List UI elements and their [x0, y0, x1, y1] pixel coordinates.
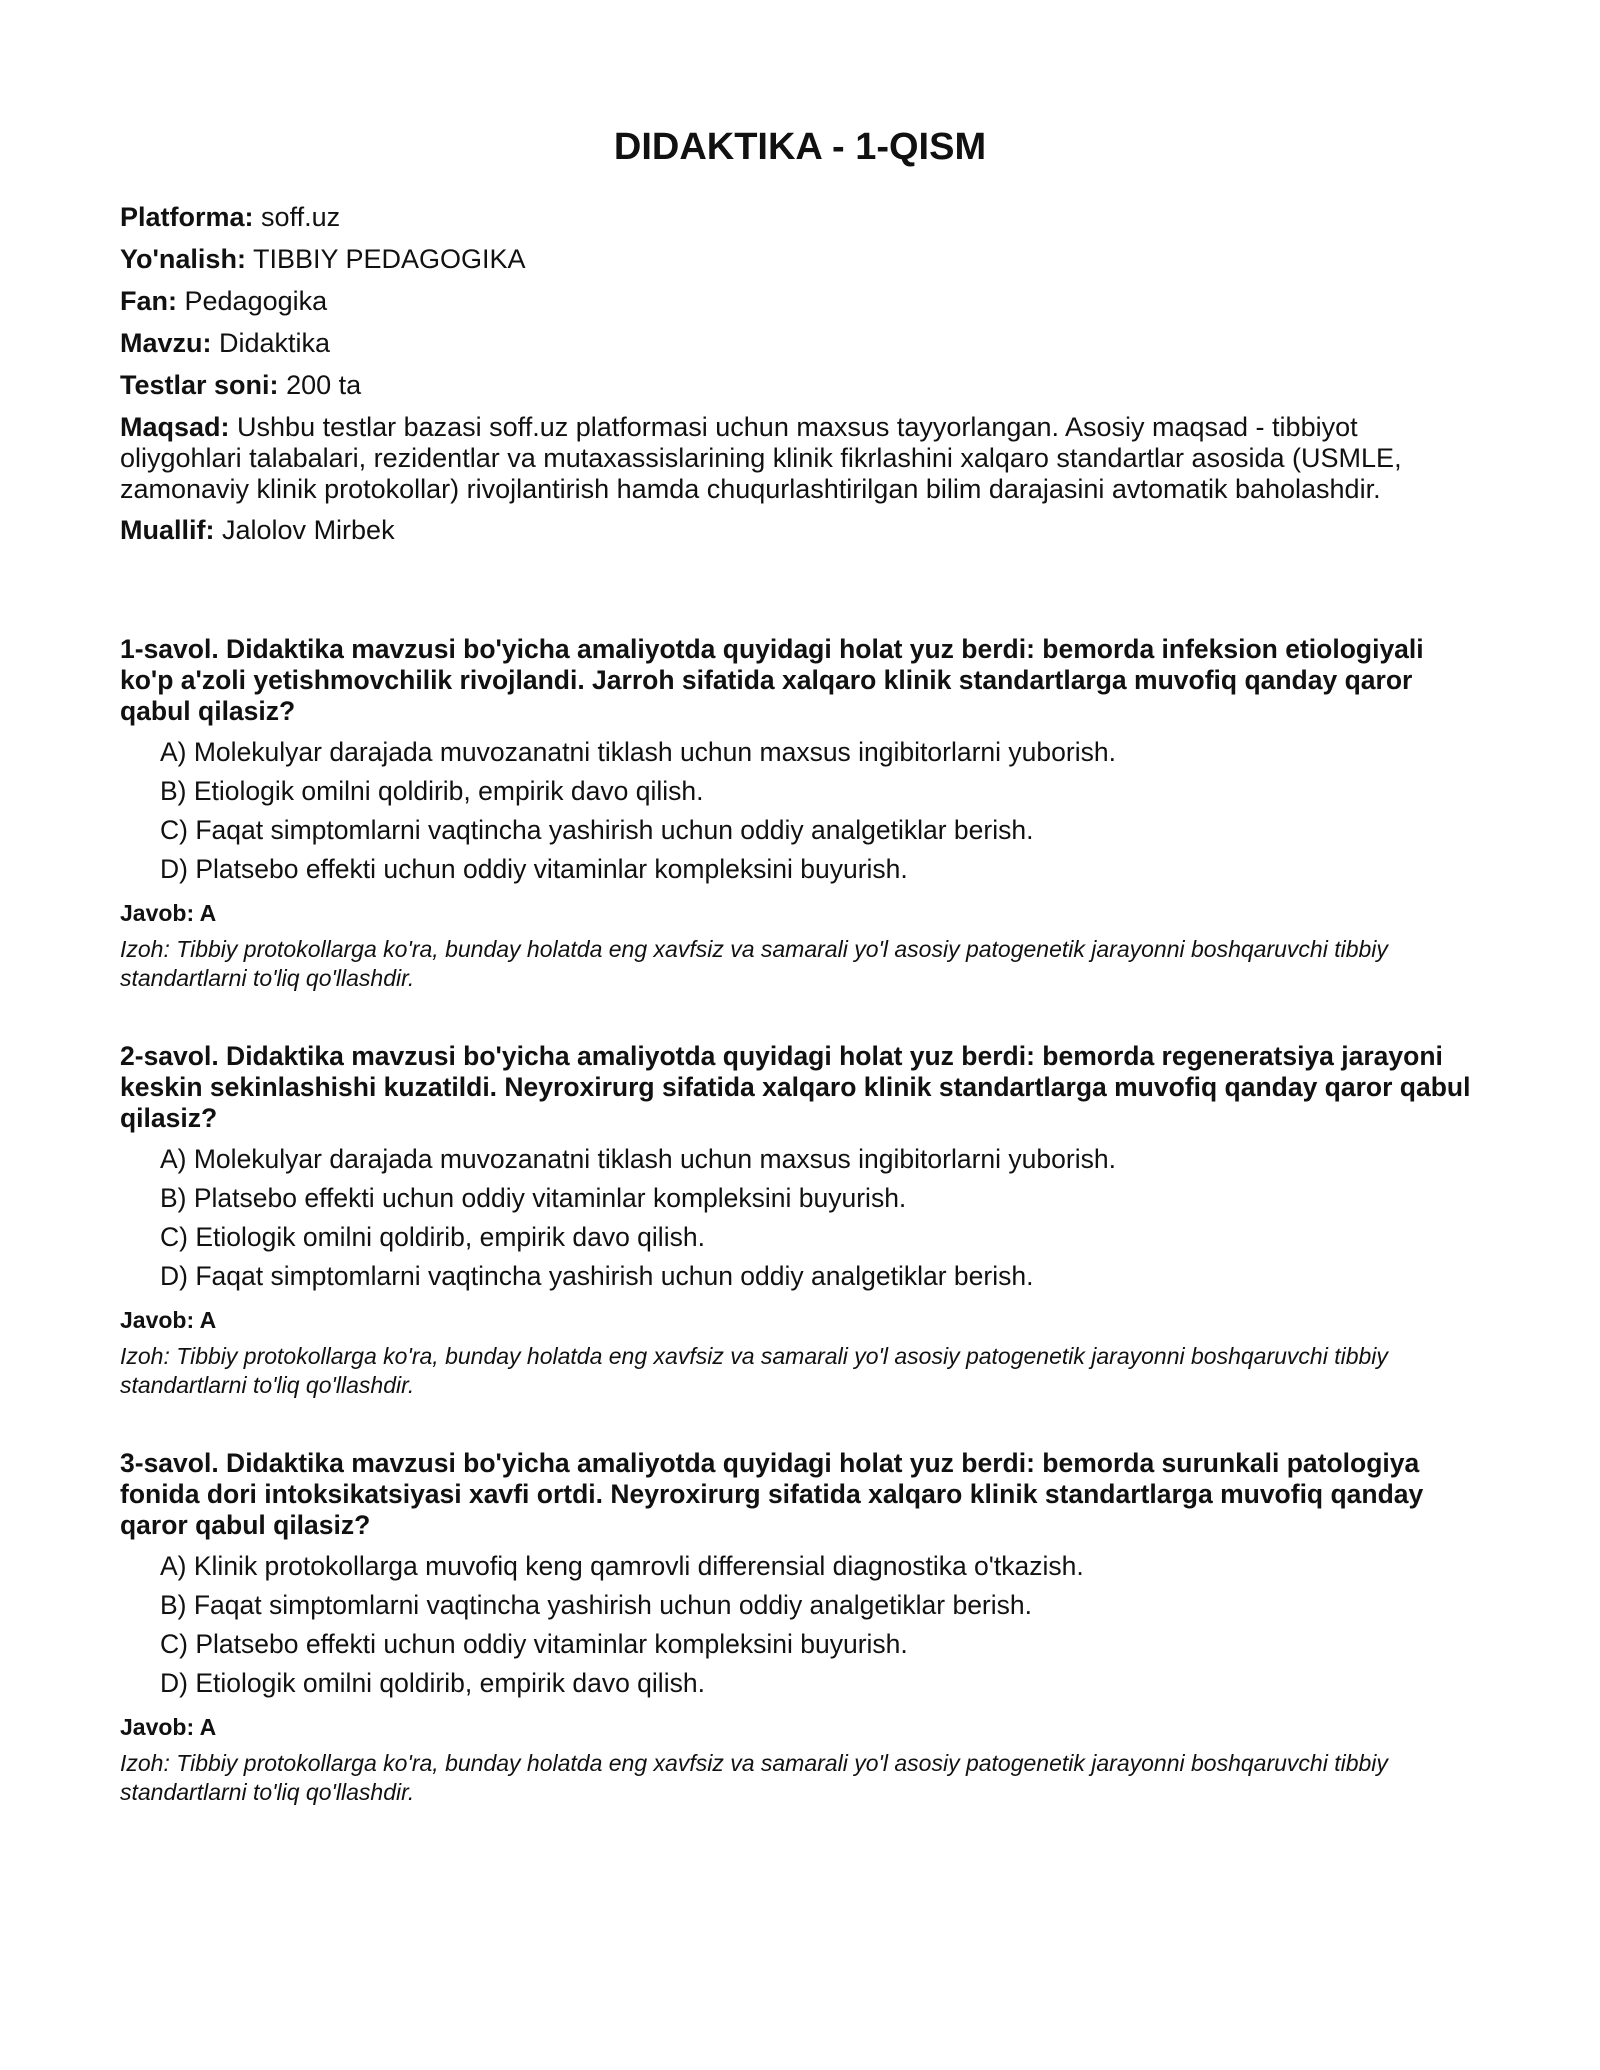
option-a: A) Molekulyar darajada muvozanatni tiklash uchun maxsus ingibitorlarni yuborish. [160, 737, 1116, 767]
meta-label: Mavzu: [120, 328, 212, 358]
question-item [120, 634, 1480, 993]
metadata-block [120, 202, 1480, 546]
meta-label: Muallif: [120, 515, 215, 545]
meta-subject [120, 286, 1480, 317]
meta-value: Jalolov Mirbek [222, 515, 395, 545]
option-d: D) Etiologik omilni qoldirib, empirik davo qilish. [160, 1668, 705, 1698]
option-a: A) Klinik protokollarga muvofiq keng qamrovli differensial diagnostika o'tkazish. [160, 1551, 1084, 1581]
explanation-text: Izoh: Tibbiy protokollarga ko'ra, bunday holatda eng xavfsiz va samarali yo'l asosiy patogenetik jarayonni boshqaruvchi tibbiy standartlarni to'liq qo'llashdir. [120, 936, 1388, 991]
explanation-text: Izoh: Tibbiy protokollarga ko'ra, bunday holatda eng xavfsiz va samarali yo'l asosiy patogenetik jarayonni boshqaruvchi tibbiy standartlarni to'liq qo'llashdir. [120, 1343, 1388, 1398]
option-c: C) Faqat simptomlarni vaqtincha yashirish uchun oddiy analgetiklar berish. [160, 815, 1034, 845]
option-c: C) Platsebo effekti uchun oddiy vitaminlar kompleksini buyurish. [160, 1629, 908, 1659]
option-list [120, 1144, 1480, 1292]
option-a: A) Molekulyar darajada muvozanatni tiklash uchun maxsus ingibitorlarni yuborish. [160, 1144, 1116, 1174]
question-text: 3-savol. Didaktika mavzusi bo'yicha amaliyotda quyidagi holat yuz berdi: bemorda surunkali patologiya fonida dori intoksikatsiyasi xavfi ortdi. Neyroxirurg sifatida xalqaro klinik standartlarga muvofiq qanday qaror qabul qilasiz? [120, 1448, 1424, 1540]
option-list [120, 1551, 1480, 1699]
meta-label: Testlar soni: [120, 370, 279, 400]
meta-value: TIBBIY PEDAGOGIKA [252, 244, 526, 274]
answer-label: Javob: A [120, 900, 217, 926]
option-b: B) Etiologik omilni qoldirib, empirik davo qilish. [160, 776, 704, 806]
answer-label: Javob: A [120, 1714, 217, 1740]
question-text: 1-savol. Didaktika mavzusi bo'yicha amaliyotda quyidagi holat yuz berdi: bemorda infeksion etiologiyali ko'p a'zoli yetishmovchilik rivojlandi. Jarroh sifatida xalqaro klinik standartlarga muvofiq qanday qaror qabul qilasiz? [120, 634, 1424, 726]
meta-value: Didaktika [219, 328, 331, 358]
meta-platform [120, 202, 1480, 233]
meta-author [120, 515, 1480, 546]
meta-value: soff.uz [261, 202, 341, 232]
option-d: D) Platsebo effekti uchun oddiy vitaminlar kompleksini buyurish. [160, 854, 908, 884]
meta-label: Platforma: [120, 202, 254, 232]
meta-label: Maqsad: [120, 412, 230, 442]
question-item [120, 1448, 1480, 1807]
document-title: DIDAKTIKA - 1-QISM [613, 126, 987, 168]
option-b: B) Faqat simptomlarni vaqtincha yashirish uchun oddiy analgetiklar berish. [160, 1590, 1032, 1620]
question-text: 2-savol. Didaktika mavzusi bo'yicha amaliyotda quyidagi holat yuz berdi: bemorda regeneratsiya jarayoni keskin sekinlashishi kuzatildi. Neyroxirurg sifatida xalqaro klinik standartlarga muvofiq qanday qaror qabul qilasiz? [120, 1041, 1471, 1133]
option-list [120, 737, 1480, 885]
meta-test-count [120, 370, 1480, 401]
explanation-text: Izoh: Tibbiy protokollarga ko'ra, bunday holatda eng xavfsiz va samarali yo'l asosiy patogenetik jarayonni boshqaruvchi tibbiy standartlarni to'liq qo'llashdir. [120, 1750, 1388, 1805]
meta-label: Fan: [120, 286, 177, 316]
option-d: D) Faqat simptomlarni vaqtincha yashirish uchun oddiy analgetiklar berish. [160, 1261, 1034, 1291]
option-c: C) Etiologik omilni qoldirib, empirik davo qilish. [160, 1222, 705, 1252]
meta-direction [120, 244, 1480, 275]
meta-purpose [120, 412, 1480, 505]
question-list [120, 634, 1480, 1807]
option-b: B) Platsebo effekti uchun oddiy vitaminlar kompleksini buyurish. [160, 1183, 907, 1213]
meta-value: Pedagogika [184, 286, 328, 316]
meta-value: 200 ta [286, 370, 362, 400]
answer-label: Javob: A [120, 1307, 217, 1333]
meta-label: Yo'nalish: [120, 244, 246, 274]
question-item [120, 1041, 1480, 1400]
meta-topic [120, 328, 1480, 359]
meta-value: Ushbu testlar bazasi soff.uz platformasi uchun maxsus tayyorlangan. Asosiy maqsad - tibbiyot oliygohlari talabalari, rezidentlar va mutaxassislarining klinik fikrlashini xalqaro standartlar asosida (USMLE, zamonaviy klinik protokollar) rivojlantirish hamda chuqurlashtirilgan bilim darajasini avtomatik baholashdir. [120, 412, 1402, 504]
